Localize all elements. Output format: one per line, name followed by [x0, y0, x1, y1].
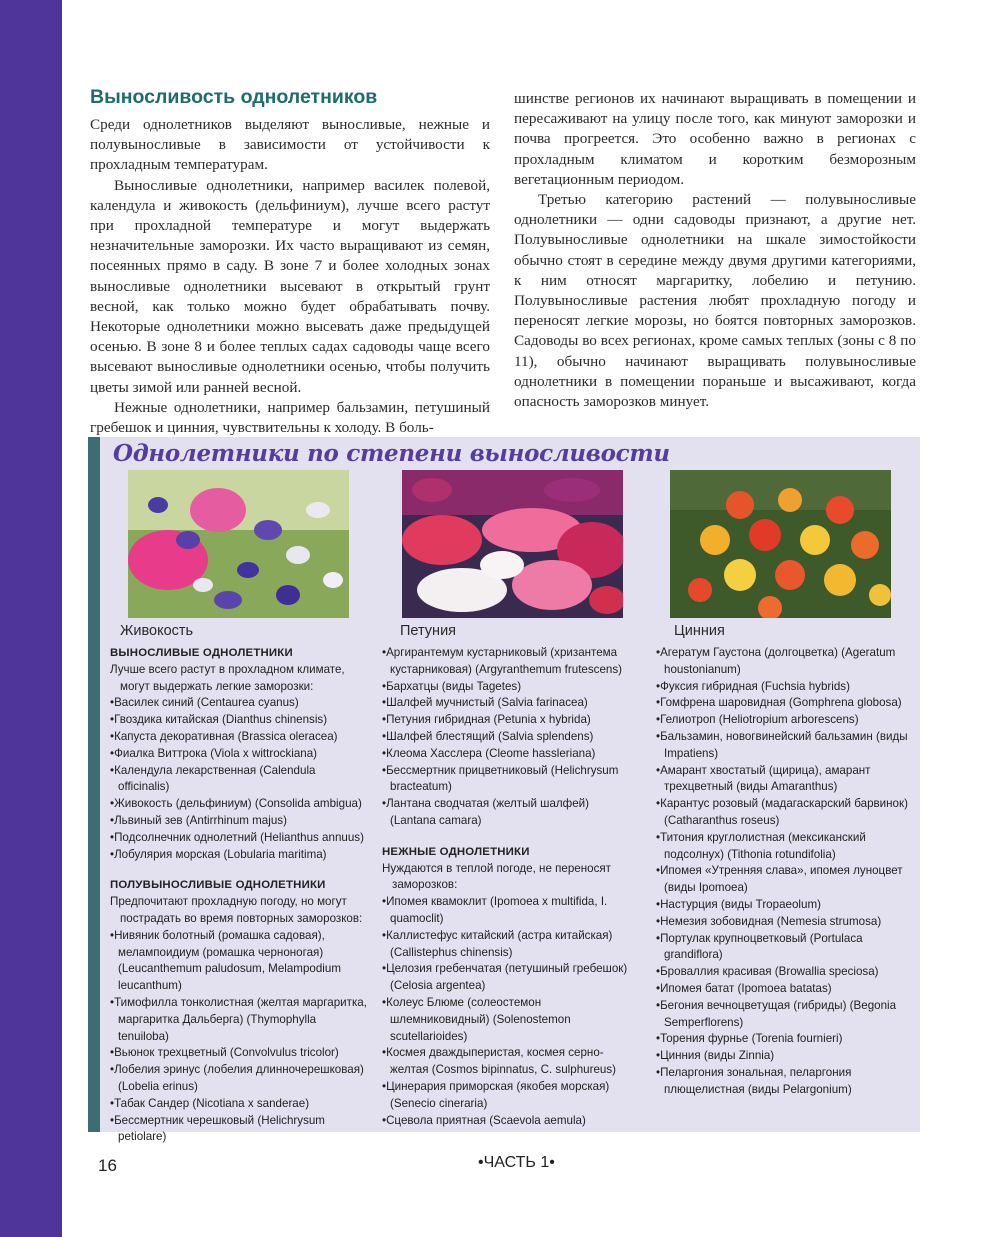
petunia-photo [402, 470, 623, 618]
list-item: • Лобулярия морская (Lobularia maritima) [110, 847, 368, 864]
list-column-2 [382, 645, 634, 1129]
photo-caption: Цинния [674, 623, 725, 639]
list-item: • Титония круглолистная (мексиканский подсолнух) (Tithonia rotundifolia) [656, 830, 914, 864]
group-title: НЕЖНЫЕ ОДНОЛЕТНИКИ [382, 845, 530, 858]
list-item: • Петуния гибридная (Petunia x hybrida) [382, 712, 634, 729]
list-item: • Карантус розовый (мадагаскарский барвинок) (Catharanthus roseus) [656, 796, 914, 830]
list-item: • Шалфей мучнистый (Salvia farinacea) [382, 695, 634, 712]
list-item: • Агератум Гаустона (долгоцветка) (Ageratum houstonianum) [656, 645, 914, 679]
box-title: Однолетники по степени выносливости [113, 440, 670, 467]
group-intro: Предпочитают прохладную погоду, но могут пострадать во время повторных заморозков: [110, 895, 363, 925]
list-item: • Василек синий (Centaurea cyanus) [110, 695, 368, 712]
paragraph: Выносливые однолетники, например василек полевой, календула и живокость (дельфиниум), лучше всего растут при прохладной температуре и могут выдержать незначительные заморозки. Их часто выращивают из семян, посеянных прямо в саду. В зоне 7 и более холодных зонах выносливые однолетники высевают в открытый грунт весной, как только можно будет обрабатывать почву. Некоторые однолетники можно высевать даже предыдущей осенью. В зоне 8 и более теплых садах садоводы чаще всего высевают выносливые однолетники осенью, чтобы получить цветы зимой или ранней весной. [90, 176, 490, 396]
list-item: • Космея дваждыперистая, космея серно-желтая (Cosmos bipinnatus, C. sulphureus) [382, 1045, 634, 1079]
list-item: • Лобелия эринус (лобелия длинночерешковая) (Lobelia erinus) [110, 1062, 368, 1096]
list-item: • Бальзамин, новогвинейский бальзамин (виды Impatiens) [656, 729, 914, 763]
zinnia-photo [670, 470, 891, 618]
list-item: • Лантана сводчатая (желтый шалфей) (Lantana camara) [382, 796, 634, 830]
article-column-left [90, 85, 490, 438]
list-item: • Амарант хвостатый (щирица), амарант трехцветный (виды Amaranthus) [656, 763, 914, 797]
list-item: • Капуста декоративная (Brassica oleracea) [110, 729, 368, 746]
list-item: • Нивяник болотный (ромашка садовая), мелампоидиум (ромашка черноногая) (Leucanthemum paludosum, Melampodium leucanthum) [110, 928, 368, 995]
half-hardy-list-continued [382, 645, 634, 830]
list-item: • Ипомея квамоклит (Ipomoea x multifida, I. quamoclit) [382, 894, 634, 928]
list-item: • Пеларгония зональная, пеларгония плющелистная (виды Pelargonium) [656, 1065, 914, 1099]
half-hardy-list [110, 928, 368, 1146]
list-item: • Львиный зев (Antirrhinum majus) [110, 813, 368, 830]
list-item: • Тимофилла тонколистная (желтая маргаритка, маргаритка Дальберга) (Thymophylla tenuiloba) [110, 995, 368, 1045]
box-stripe [88, 437, 100, 1132]
list-item: • Живокость (дельфиниум) (Consolida ambigua) [110, 796, 368, 813]
list-item: • Гомфрена шаровидная (Gomphrena globosa) [656, 695, 914, 712]
list-item: • Ипомея «Утренняя слава», ипомея луноцвет (виды Ipomoea) [656, 863, 914, 897]
photo-caption: Петуния [400, 623, 457, 639]
article-column-right [514, 89, 916, 412]
group-title: ПОЛУВЫНОСЛИВЫЕ ОДНОЛЕТНИКИ [110, 879, 326, 892]
photo-caption: Живокость [120, 623, 194, 639]
list-item: • Торения фурнье (Torenia fournieri) [656, 1031, 914, 1048]
hardy-list [110, 695, 368, 863]
paragraph: Среди однолетников выделяют выносливые, нежные и полувыносливые в зависимости от устойчивости к прохладным температурам. [90, 116, 490, 174]
list-item: • Броваллия красивая (Browallia speciosa) [656, 964, 914, 981]
paragraph: шинстве регионов их начинают выращивать в помещении и пересаживают на улицу после того, как минуют заморозки и почва прогреется. Это особенно важно в регионах с прохладным климатом и коротким безморозным вегетационным периодом. [514, 90, 916, 188]
list-item: • Портулак крупноцветковый (Portulaca grandiflora) [656, 931, 914, 965]
sidebar-band [0, 0, 62, 1237]
list-item: • Цинерария приморская (якобея морская) (Senecio cineraria) [382, 1079, 634, 1113]
list-item: • Бархатцы (виды Tagetes) [382, 679, 634, 696]
list-column-3 [656, 645, 914, 1099]
list-column-1 [110, 645, 368, 1146]
tender-list [382, 894, 634, 1129]
list-item: • Каллистефус китайский (астра китайская) (Callistephus chinensis) [382, 928, 634, 962]
list-item: • Шалфей блестящий (Salvia splendens) [382, 729, 634, 746]
list-item: • Целозия гребенчатая (петушиный гребешок) (Celosia argentea) [382, 961, 634, 995]
group-intro: Нуждаются в теплой погоде, не переносят заморозков: [382, 861, 611, 892]
list-item: • Фуксия гибридная (Fuchsia hybrids) [656, 679, 914, 696]
list-item: • Табак Сандер (Nicotiana x sanderae) [110, 1096, 368, 1113]
paragraph: Третью категорию растений — полувыносливые однолетники — одни садоводы признают, а другие нет. Полувыносливые однолетники на шкале зимостойкости обычно стоят в середине между двумя другими категориями, к ним относят маргаритку, лобелию и петунию. Полувыносливые растения любят прохладную погоду и переносят легкие морозы, но боятся повторных заморозков. Садоводы во всех регионах, кроме самых теплых (зоны с 8 по 11), обычно начинают выращивать полувыносливые однолетники в помещении пораньше и высаживают, когда опасность заморозков минует. [514, 191, 916, 411]
tender-list-continued [656, 645, 914, 1099]
group-intro: Лучше всего растут в прохладном климате, могут выдержать легкие заморозки: [110, 662, 345, 693]
sidebar-box [88, 437, 920, 1144]
list-item: • Вьюнок трехцветный (Convolvulus tricolor) [110, 1045, 368, 1062]
list-item: • Ипомея батат (Ipomoea batatas) [656, 981, 914, 998]
list-item: • Фиалка Виттрока (Viola x wittrockiana) [110, 746, 368, 763]
group-title: ВЫНОСЛИВЫЕ ОДНОЛЕТНИКИ [110, 647, 293, 659]
list-item: • Гвоздика китайская (Dianthus chinensis) [110, 712, 368, 729]
list-item: • Сцевола приятная (Scaevola aemula) [382, 1113, 634, 1130]
list-item: • Колеус Блюме (солеостемон шлемниковидный) (Solenostemon scutellarioides) [382, 995, 634, 1045]
list-item: • Календула лекарственная (Calendula officinalis) [110, 763, 368, 797]
list-item: • Настурция (виды Tropaeolum) [656, 897, 914, 914]
list-item: • Подсолнечник однолетний (Helianthus annuus) [110, 830, 368, 847]
list-item: • Цинния (виды Zinnia) [656, 1048, 914, 1065]
list-item: • Клеома Хасслера (Cleome hassleriana) [382, 746, 634, 763]
section-title: Выносливость однолетников [90, 86, 378, 108]
list-item: • Гелиотроп (Heliotropium arborescens) [656, 712, 914, 729]
list-item: • Бессмертник черешковый (Helichrysum petiolare) [110, 1113, 368, 1147]
list-item: • Аргирантемум кустарниковый (хризантема кустарниковая) (Argyranthemum frutescens) [382, 645, 634, 679]
paragraph: Нежные однолетники, например бальзамин, петушиный гребешок и цинния, чувствительны к холоду. В боль- [90, 398, 490, 437]
running-footer: •ЧАСТЬ 1• [478, 1154, 555, 1171]
page-number: 16 [98, 1156, 117, 1175]
larkspur-photo [128, 470, 349, 618]
list-item: • Бессмертник прицветниковый (Helichrysum bracteatum) [382, 763, 634, 797]
list-item: • Бегония вечноцветущая (гибриды) (Begonia Semperflorens) [656, 998, 914, 1032]
list-item: • Немезия зобовидная (Nemesia strumosa) [656, 914, 914, 931]
